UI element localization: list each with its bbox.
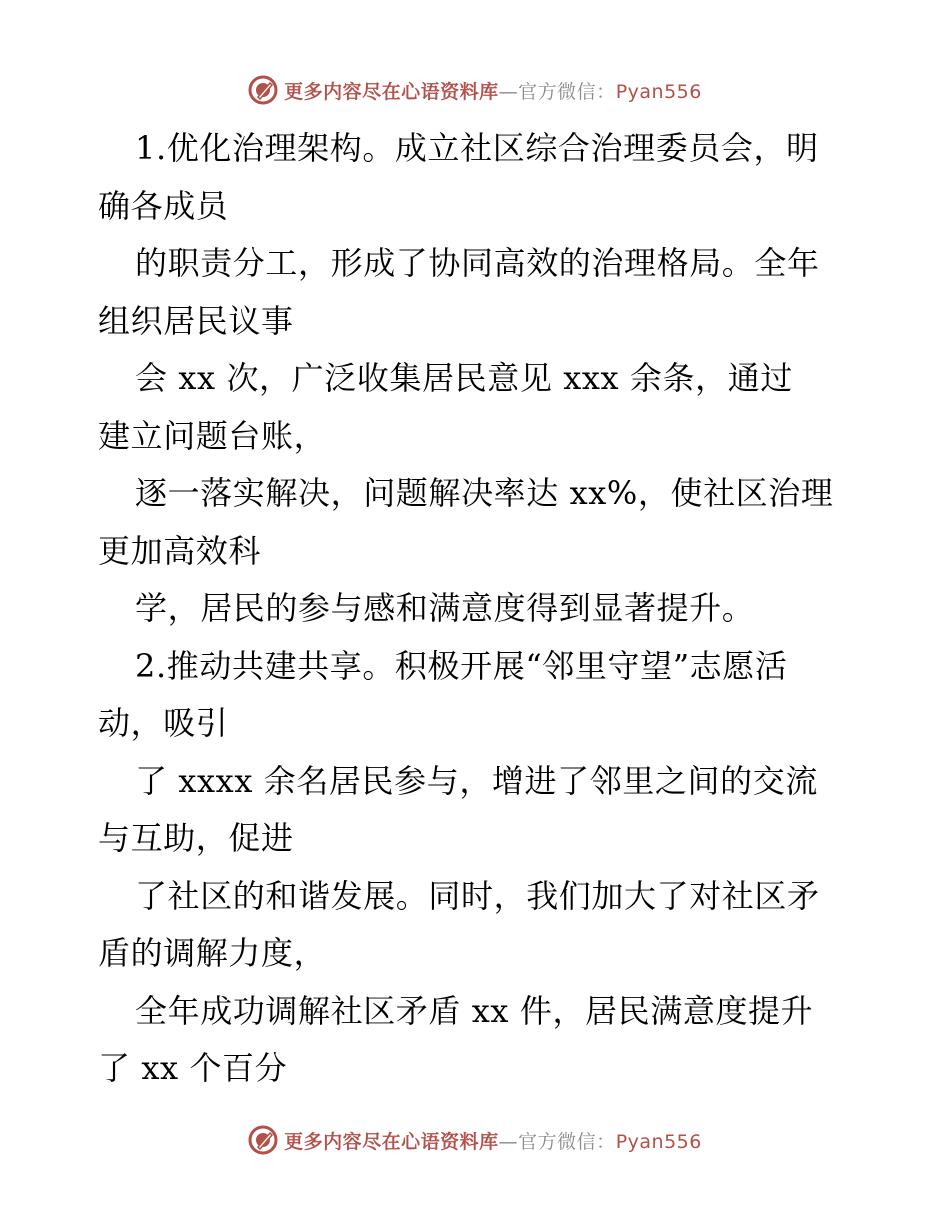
paragraph-line: 与互助，促进 bbox=[98, 819, 294, 857]
footer-separator: — bbox=[498, 1130, 519, 1153]
header-wechat-id: Pyan556 bbox=[615, 80, 702, 103]
header-banner bbox=[0, 70, 950, 110]
paragraph-line: 的职责分工，形成了协同高效的治理格局。全年 bbox=[135, 244, 820, 282]
paragraph-line: 动，吸引 bbox=[98, 704, 229, 742]
header-official-text: 官方微信： bbox=[518, 80, 616, 103]
paragraph-line: 了 xx 个百分 bbox=[98, 1049, 288, 1087]
paragraph-line: 1.优化治理架构。成立社区综合治理委员会，明 bbox=[135, 129, 819, 167]
footer-brand-text: 更多内容尽在心语资料库 bbox=[284, 1130, 499, 1153]
document-body bbox=[98, 120, 858, 1098]
footer-banner-text bbox=[284, 1127, 702, 1154]
paragraph-line: 确各成员 bbox=[98, 186, 229, 225]
header-separator: — bbox=[498, 80, 519, 103]
paragraph-line: 2.推动共建共享。积极开展“邻里守望”志愿活 bbox=[135, 646, 788, 685]
brand-logo-icon bbox=[248, 1125, 278, 1155]
header-brand-text: 更多内容尽在心语资料库 bbox=[284, 80, 499, 103]
paragraph-line: 全年成功调解社区矛盾 xx 件，居民满意度提升 bbox=[135, 991, 814, 1030]
paragraph-line: 学，居民的参与感和满意度得到显著提升。 bbox=[135, 589, 755, 627]
paragraph-line: 逐一落实解决，问题解决率达 xx%，使社区治理 bbox=[135, 474, 834, 512]
footer-banner bbox=[0, 1120, 950, 1160]
footer-official-text: 官方微信： bbox=[518, 1130, 616, 1153]
header-banner-text bbox=[284, 77, 702, 104]
paragraph-line: 了 xxxx 余名居民参与，增进了邻里之间的交流 bbox=[135, 761, 818, 800]
paragraph-line: 会 xx 次，广泛收集居民意见 xxx 余条，通过 bbox=[135, 359, 793, 397]
paragraph-line: 盾的调解力度， bbox=[98, 934, 327, 972]
paragraph-line: 更加高效科 bbox=[98, 531, 262, 570]
paragraph-line: 建立问题台账， bbox=[98, 416, 327, 455]
paragraph-line: 了社区的和谐发展。同时，我们加大了对社区矛 bbox=[135, 876, 820, 915]
brand-logo-icon bbox=[248, 75, 278, 105]
footer-wechat-id: Pyan556 bbox=[615, 1130, 702, 1153]
paragraph-line: 组织居民议事 bbox=[98, 301, 294, 340]
